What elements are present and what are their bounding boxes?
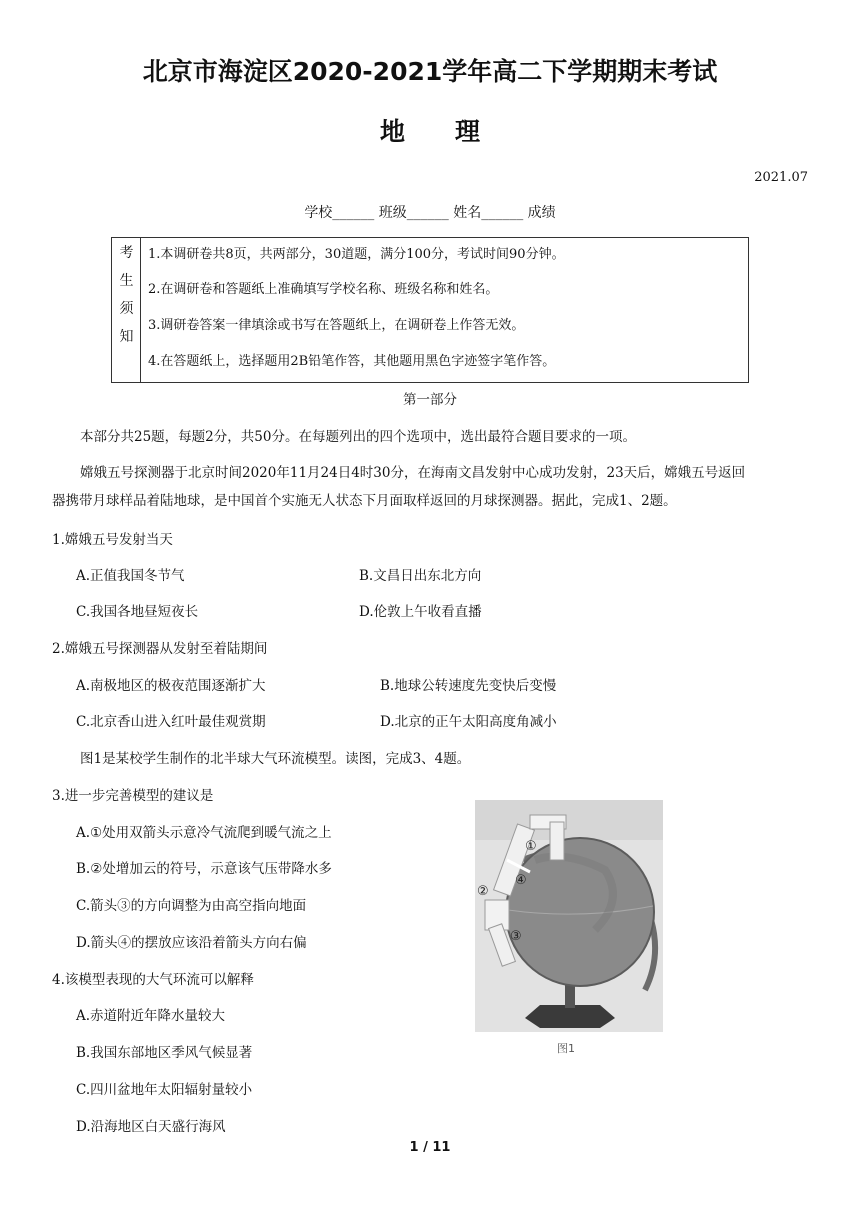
notice-item: 3.调研卷答案一律填涂或书写在答题纸上，在调研卷上作答无效。: [148, 318, 525, 333]
notice-item: 2.在调研卷和答题纸上准确填写学校名称、班级名称和姓名。: [148, 282, 499, 297]
option-b: B.②处增加云的符号，示意该气压带降水多: [76, 861, 332, 877]
notice-head-char: 生: [119, 273, 134, 289]
option-d: D.伦敦上午收看直播: [359, 604, 482, 620]
figure-intro: 图1是某校学生制作的北半球大气环流模型。读图，完成3、4题。: [80, 751, 471, 767]
question-stem: 3.进一步完善模型的建议是: [52, 788, 214, 804]
option-d: D.沿海地区白天盛行海风: [76, 1119, 226, 1135]
marker-4-label: ④: [515, 873, 527, 888]
option-b: B.地球公转速度先变快后变慢: [380, 678, 557, 694]
exam-title: 北京市海淀区2020-2021学年高二下学期期末考试: [142, 57, 718, 86]
page-number: 1 / 11: [409, 1140, 451, 1155]
passage-line: 器携带月球样品着陆地球，是中国首个实施无人状态下月面取样返回的月球探测器。据此，完成1、2题。: [52, 493, 677, 509]
option-a: A.南极地区的极夜范围逐渐扩大: [76, 678, 266, 694]
globe-illustration: [475, 800, 663, 1032]
marker-2-label: ②: [477, 884, 489, 899]
part-heading: 第一部分: [403, 392, 457, 408]
option-c: C.箭头③的方向调整为由高空指向地面: [76, 898, 307, 914]
part-intro: 本部分共25题，每题2分，共50分。在每题列出的四个选项中，选出最符合题目要求的一项。: [80, 429, 636, 445]
option-c: C.四川盆地年太阳辐射量较小: [76, 1082, 253, 1098]
notice-item: 1.本调研卷共8页，共两部分，30道题，满分100分，考试时间90分钟。: [148, 247, 565, 262]
option-d: D.箭头④的摆放应该沿着箭头方向右偏: [76, 935, 307, 951]
notice-head-char: 知: [119, 329, 134, 345]
figure-caption: 图1: [557, 1042, 575, 1055]
option-b: B.文昌日出东北方向: [359, 568, 482, 584]
marker-3-label: ③: [510, 929, 522, 944]
option-c: C.北京香山进入红叶最佳观赏期: [76, 714, 266, 730]
globe-model-photo: [475, 800, 663, 1032]
student-info-line: 学校______ 班级______ 姓名______ 成绩: [304, 205, 556, 221]
option-b: B.我国东部地区季风气候显著: [76, 1045, 253, 1061]
notice-item: 4.在答题纸上，选择题用2B铅笔作答，其他题用黑色字迹签字笔作答。: [148, 354, 556, 369]
notice-heading: [112, 238, 141, 382]
option-d: D.北京的正午太阳高度角减小: [380, 714, 557, 730]
passage-line: 嫦娥五号探测器于北京时间2020年11月24日4时30分，在海南文昌发射中心成功发射，23天后，嫦娥五号返回: [80, 465, 746, 481]
option-a: A.正值我国冬节气: [76, 568, 185, 584]
notice-head-char: 须: [119, 301, 134, 317]
option-a: A.赤道附近年降水量较大: [76, 1008, 226, 1024]
subject-title: 地理: [379, 117, 530, 146]
exam-notice-box: [111, 237, 749, 383]
notice-head-char: 考: [119, 245, 134, 261]
question-stem: 1.嫦娥五号发射当天: [52, 532, 173, 548]
marker-1-label: ①: [525, 839, 537, 854]
option-a: A.①处用双箭头示意冷气流爬到暖气流之上: [76, 825, 332, 841]
question-stem: 4.该模型表现的大气环流可以解释: [52, 972, 254, 988]
question-stem: 2.嫦娥五号探测器从发射至着陆期间: [52, 641, 268, 657]
option-c: C.我国各地昼短夜长: [76, 604, 199, 620]
exam-date: 2021.07: [754, 170, 808, 185]
